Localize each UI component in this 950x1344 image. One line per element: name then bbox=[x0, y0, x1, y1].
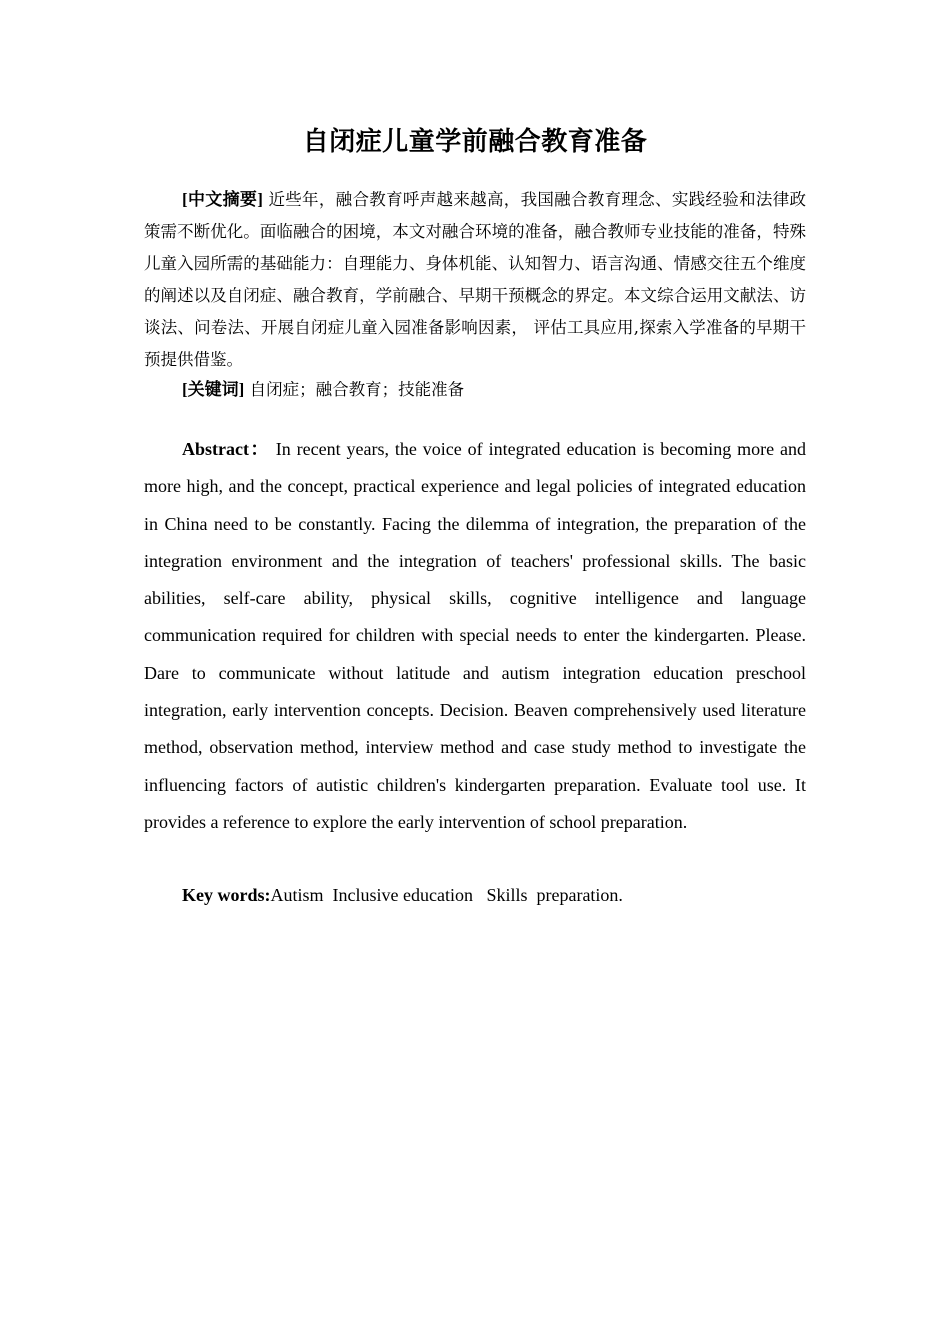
chinese-abstract-text: 近些年，融合教育呼声越来越高，我国融合教育理念、实践经验和法律政策需不断优化。面临融合的困境，本文对融合环境的准备，融合教师专业技能的准备，特殊儿童入园所需的基础能力：自理能力、身体机能、认知智力、语言沟通、情感交往五个维度的阐述以及自闭症、融合教育，学前融合、早期干预概念的界定。本文综合运用文献法、访谈法、问卷法、开展自闭症儿童入园准备影响因素， 评估工具应用,探索入学准备的早期干预提供借鉴。 bbox=[144, 190, 807, 369]
document-title: 自闭症儿童学前融合教育准备 bbox=[302, 127, 648, 157]
chinese-keywords-label: [关键词] bbox=[182, 380, 245, 399]
chinese-keywords bbox=[182, 374, 806, 406]
english-keywords-label: Key words: bbox=[182, 885, 271, 905]
chinese-abstract-label: [中文摘要] bbox=[182, 190, 263, 209]
english-keywords bbox=[182, 877, 806, 914]
english-abstract-text: In recent years, the voice of integrated education is becoming more and more high, and the concept, practical experience and legal policies of integrated education in China need to be constantly. Facing the dilemma of integration, the preparation of the integration environment and the integration of teachers' professional skills. The basic abilities, self-care ability, physical skills, cognitive intelligence and language communication required for children with special needs to enter the kindergarten. Please. Dare to communicate without latitude and autism integration education preschool integration, early intervention concepts. Decision. Beaven comprehensively used literature method, observation method, interview method and case study method to investigate the influencing factors of autistic children's kindergarten preparation. Evaluate tool use. It provides a reference to explore the early intervention of school preparation. bbox=[144, 439, 807, 832]
english-abstract bbox=[144, 431, 806, 841]
chinese-keywords-text: 自闭症；融合教育；技能准备 bbox=[249, 380, 465, 399]
english-keywords-text: Autism Inclusive education Skills preparation. bbox=[270, 885, 623, 905]
english-abstract-label: Abstract： bbox=[182, 439, 270, 459]
chinese-abstract bbox=[144, 184, 806, 376]
